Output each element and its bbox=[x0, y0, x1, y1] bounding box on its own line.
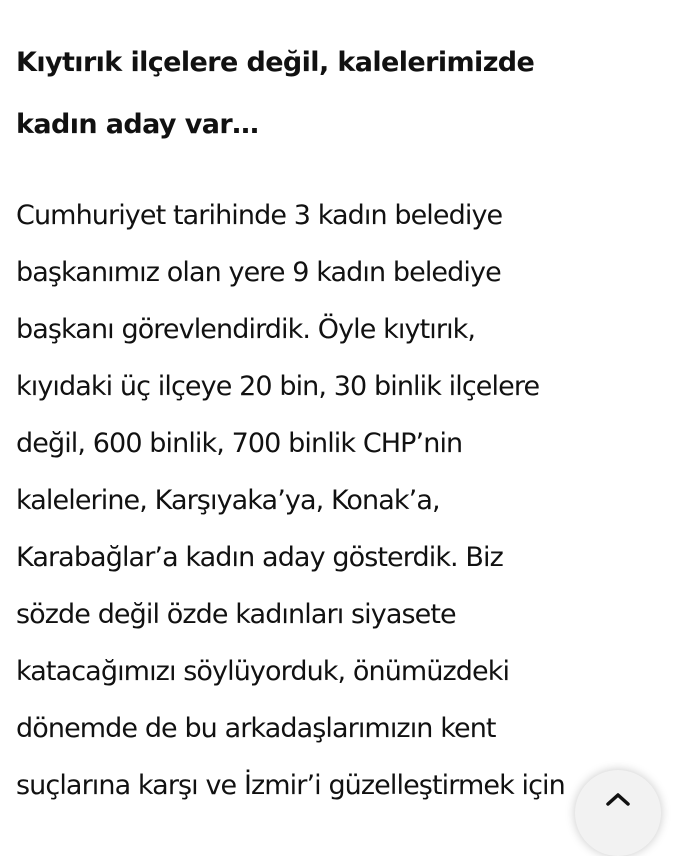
paragraph-line: dönemde de bu arkadaşlarımızın kent bbox=[16, 713, 496, 744]
article-paragraph bbox=[16, 156, 671, 814]
headline-line: kadın aday var… bbox=[16, 109, 259, 140]
paragraph-line: başkanı görevlendirdik. Öyle kıytırık, bbox=[16, 314, 476, 345]
article bbox=[16, 0, 671, 814]
paragraph-line: kalelerine, Karşıyaka’ya, Konak’a, bbox=[16, 485, 440, 516]
paragraph-line: katacağımızı söylüyorduk, önümüzdeki bbox=[16, 656, 510, 687]
scroll-to-top-button[interactable] bbox=[575, 770, 661, 856]
paragraph-line: Cumhuriyet tarihinde 3 kadın belediye bbox=[16, 200, 503, 231]
paragraph-line: kıyıdaki üç ilçeye 20 bin, 30 binlik ilçelere bbox=[16, 371, 540, 402]
paragraph-line: suçlarına karşı ve İzmir’i güzelleştirmek için bbox=[16, 770, 565, 801]
paragraph-line: başkanımız olan yere 9 kadın belediye bbox=[16, 257, 501, 288]
article-headline bbox=[16, 0, 671, 156]
paragraph-line: değil, 600 binlik, 700 binlik CHP’nin bbox=[16, 428, 463, 459]
paragraph-line: sözde değil özde kadınları siyasete bbox=[16, 599, 456, 630]
paragraph-line: Karabağlar’a kadın aday gösterdik. Biz bbox=[16, 542, 503, 573]
chevron-up-icon bbox=[605, 792, 631, 806]
headline-line: Kıytırık ilçelere değil, kalelerimizde bbox=[16, 47, 535, 78]
